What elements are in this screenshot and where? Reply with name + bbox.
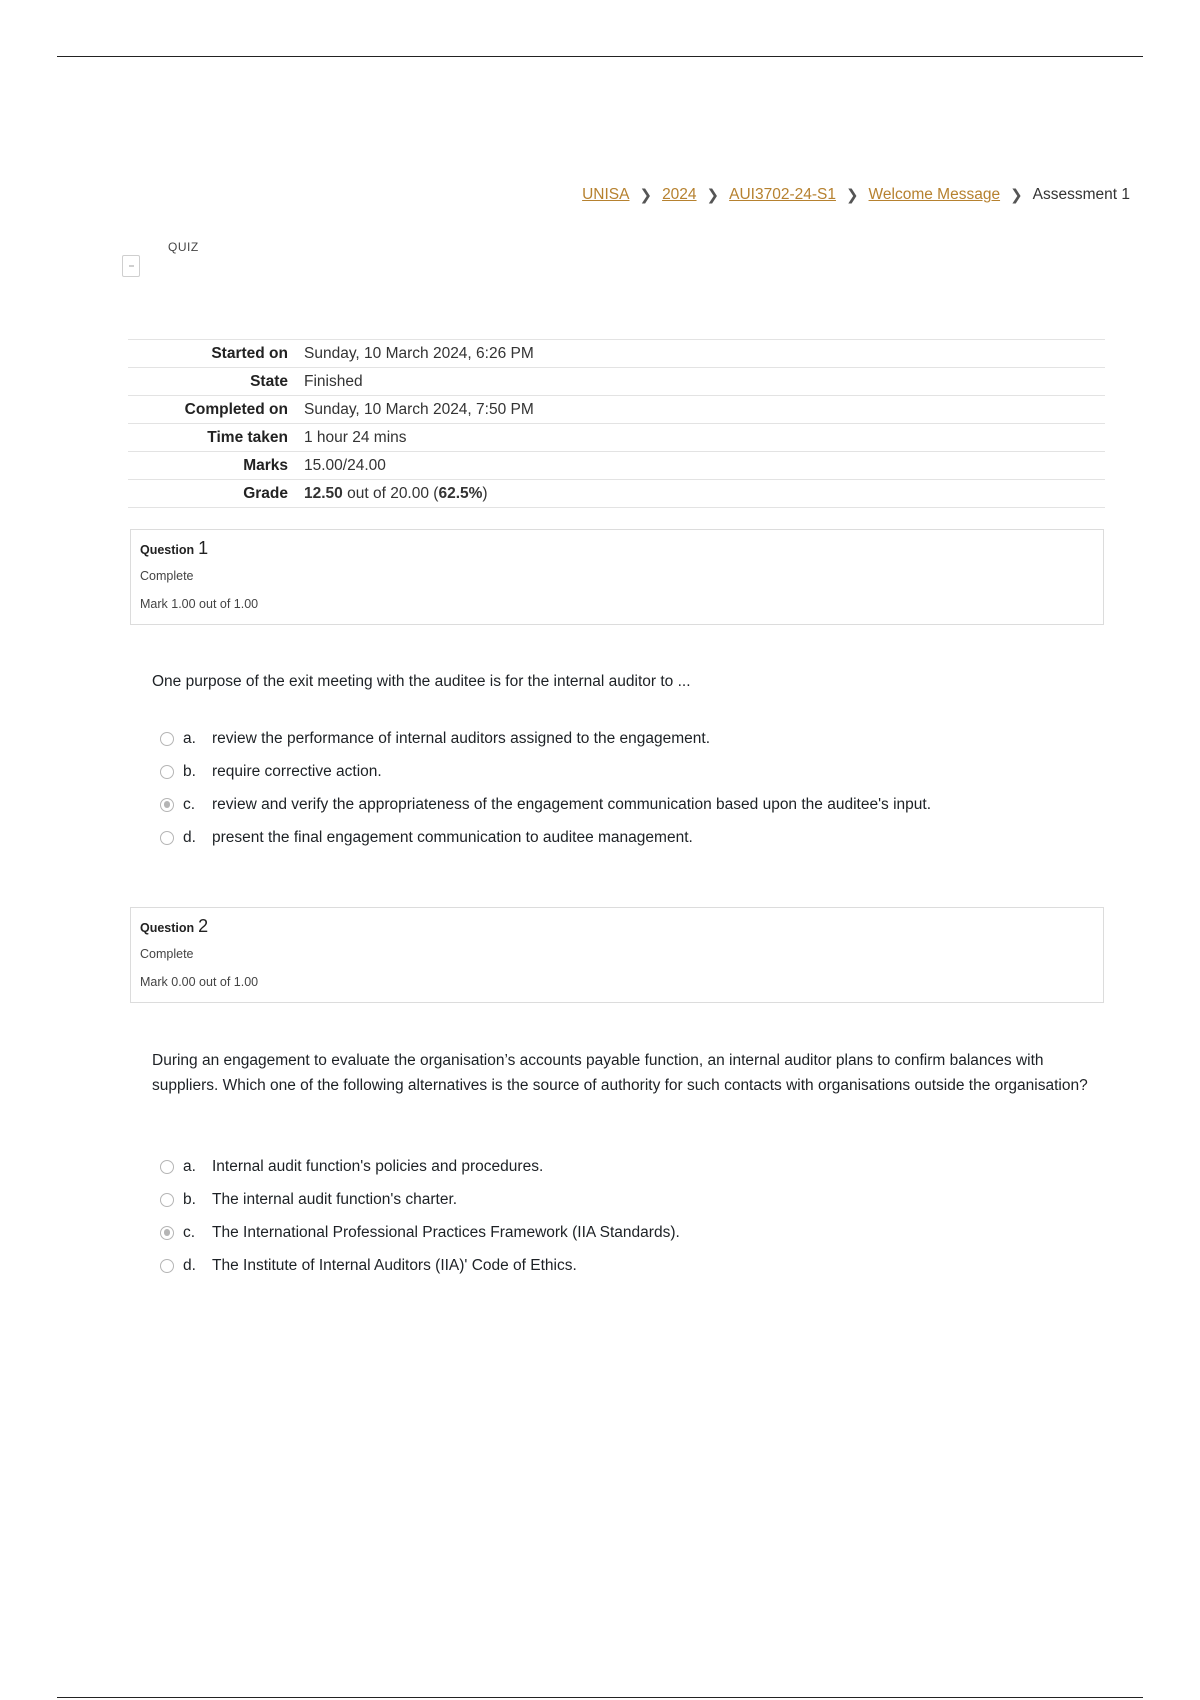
answer-option-a[interactable]: [160, 722, 931, 755]
grade-score: 12.50: [304, 484, 343, 502]
question-text-1: One purpose of the exit meeting with the auditee is for the internal auditor to ...: [152, 673, 691, 690]
question-info-1: [130, 529, 1104, 625]
answer-text: Internal audit function's policies and procedures.: [212, 1157, 544, 1175]
summary-value: Finished: [304, 372, 363, 390]
question-state: Complete: [140, 569, 194, 583]
answer-letter: b.: [183, 762, 196, 780]
answer-text: The Institute of Internal Auditors (IIA)' Code of Ethics.: [212, 1256, 577, 1274]
question-number-value: 1: [198, 538, 209, 558]
answer-text: present the final engagement communication to auditee management.: [212, 828, 693, 846]
summary-label: Started on: [211, 344, 288, 362]
summary-value: 15.00/24.00: [304, 456, 386, 474]
answer-list-1: [160, 722, 931, 854]
summary-row-marks: [128, 452, 1105, 480]
question-number-value: 2: [198, 916, 209, 936]
answer-option-d[interactable]: [160, 1249, 680, 1282]
chevron-right-icon: ❯: [639, 187, 653, 204]
question-text-2: During an engagement to evaluate the organisation’s accounts payable function, an internal auditor plans to confirm balances with suppliers. Which one of the following alternatives is the source of authority for such contacts with organisations outside the organisation?: [152, 1052, 1088, 1094]
answer-option-a[interactable]: [160, 1150, 680, 1183]
question-mark: Mark 1.00 out of 1.00: [140, 597, 259, 611]
answer-option-d[interactable]: [160, 821, 931, 854]
chevron-right-icon: ❯: [1010, 187, 1023, 204]
breadcrumb-current: Assessment 1: [1032, 186, 1130, 203]
top-rule: [57, 56, 1143, 57]
bottom-rule: [57, 1697, 1143, 1698]
attempt-summary-table: [128, 339, 1105, 508]
summary-label: Grade: [243, 484, 288, 502]
question-number: [140, 538, 1094, 559]
breadcrumb-link-course[interactable]: AUI3702-24-S1: [729, 186, 836, 203]
answer-option-b[interactable]: [160, 1183, 680, 1216]
summary-row-grade: [128, 480, 1105, 508]
chevron-right-icon: ❯: [706, 187, 720, 204]
radio-button[interactable]: [160, 831, 174, 845]
summary-row-state: [128, 368, 1105, 396]
summary-value: 12.50 out of 20.00 (62.5%): [304, 484, 488, 502]
answer-text: The International Professional Practices Framework (IIA Standards).: [212, 1223, 680, 1241]
radio-button[interactable]: [160, 1193, 174, 1207]
grade-percent: 62.5%: [438, 484, 483, 502]
breadcrumb-link-welcome[interactable]: Welcome Message: [868, 186, 1001, 203]
answer-letter: b.: [183, 1190, 196, 1208]
answer-option-c[interactable]: [160, 1216, 680, 1249]
answer-option-b[interactable]: [160, 755, 931, 788]
summary-row-time-taken: [128, 424, 1105, 452]
question-info-2: [130, 907, 1104, 1003]
answer-text: The internal audit function's charter.: [212, 1190, 458, 1208]
breadcrumb: [582, 186, 1130, 204]
summary-row-completed: [128, 396, 1105, 424]
summary-label: Marks: [243, 456, 288, 474]
breadcrumb-link-unisa[interactable]: UNISA: [582, 186, 630, 203]
answer-letter: d.: [183, 828, 196, 846]
radio-button[interactable]: [160, 1160, 174, 1174]
question-number: [140, 916, 1094, 937]
answer-option-c[interactable]: [160, 788, 931, 821]
question-prefix: Question: [140, 921, 195, 935]
summary-label: State: [250, 372, 288, 390]
answer-letter: c.: [183, 795, 196, 813]
summary-label: Time taken: [207, 428, 288, 446]
summary-row-started: [128, 340, 1105, 368]
radio-button[interactable]: [160, 732, 174, 746]
radio-button[interactable]: [160, 765, 174, 779]
question-state: Complete: [140, 947, 194, 961]
answer-letter: c.: [183, 1223, 196, 1241]
radio-button-selected[interactable]: [160, 1226, 174, 1240]
answer-list-2: [160, 1150, 680, 1282]
module-type-label: QUIZ: [168, 240, 199, 254]
radio-button-selected[interactable]: [160, 798, 174, 812]
answer-text: review and verify the appropriateness of the engagement communication based upon the auditee's input.: [212, 795, 932, 813]
breadcrumb-link-year[interactable]: 2024: [662, 186, 697, 203]
question-mark: Mark 0.00 out of 1.00: [140, 975, 259, 989]
summary-value: Sunday, 10 March 2024, 7:50 PM: [304, 400, 534, 418]
question-prefix: Question: [140, 543, 195, 557]
radio-button[interactable]: [160, 1259, 174, 1273]
summary-value: 1 hour 24 mins: [304, 428, 407, 446]
answer-letter: d.: [183, 1256, 196, 1274]
chevron-right-icon: ❯: [845, 187, 859, 204]
answer-letter: a.: [183, 1157, 196, 1175]
answer-text: review the performance of internal auditors assigned to the engagement.: [212, 729, 711, 747]
grade-out-of: out of 20.00: [347, 484, 429, 502]
quiz-icon: [122, 255, 140, 277]
summary-label: Completed on: [184, 400, 288, 418]
answer-letter: a.: [183, 729, 196, 747]
summary-value: Sunday, 10 March 2024, 6:26 PM: [304, 344, 534, 362]
answer-text: require corrective action.: [212, 762, 382, 780]
